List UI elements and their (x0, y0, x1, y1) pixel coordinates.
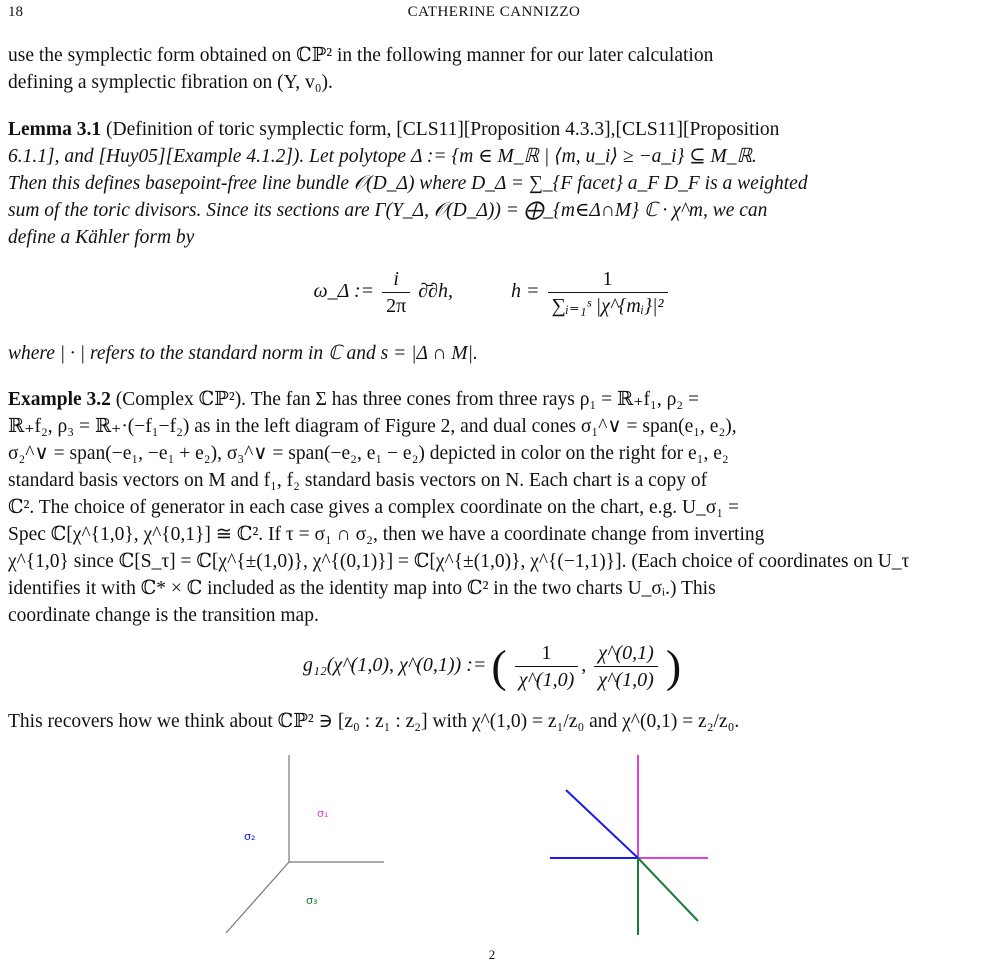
page-header (8, 4, 980, 28)
figure-caption-fragment: 2 (488, 947, 496, 962)
lemma-line-4: sum of the toric divisors. Since its sections are Γ(Y_Δ, 𝒪(D_Δ)) = ⨁_{m∈Δ∩M} ℂ · χ^m, we can (8, 200, 768, 221)
running-title: CATHERINE CANNIZZO (407, 4, 581, 20)
transition-formula: g₁₂(χ^(1,0), χ^(0,1)) := ( $\frac{1}{\chi\^{}(1,0)}$ , $\frac{\chi\^{}(0,1)}{\chi\^{}(1,0)}$ ) (302, 640, 682, 692)
lemma-text-1: (Definition of toric symplectic form, [CLS11][Proposition 4.3.3],[CLS11][Proposition (106, 119, 780, 140)
example-text-1: (Complex ℂℙ²). The fan Σ has three cones from three rays ρ₁ = ℝ₊f₁, ρ₂ = (115, 389, 699, 410)
blue-diagonal (566, 790, 638, 858)
dual-cones-diagram (546, 755, 716, 940)
formula-omega: ω_Δ := (313, 280, 380, 303)
example-line-2: ℝ₊f₂, ρ₃ = ℝ₊·(−f₁−f₂) as in the left diagram of Figure 2, and dual cones σ₁^∨ = span(e₁, e₂), (8, 416, 737, 437)
lemma-formula (8, 266, 976, 319)
lemma-line-1 (8, 116, 976, 143)
intro-line-2: defining a symplectic fibration on (Y, v₀). (8, 72, 333, 93)
lemma-line-2: 6.1.1], and [Huy05][Example 4.1.2]). Let polytope Δ := {m ∈ M_ℝ | ⟨m, u_i⟩ ≥ −a_i} ⊆ M_ℝ. (8, 146, 757, 167)
label-sigma-1: σ₁ (317, 807, 329, 820)
example-line-4: standard basis vectors on M and f₁, f₂ standard basis vectors on N. Each chart is a copy of (8, 470, 708, 491)
lemma-after: where | · | refers to the standard norm in ℂ and s = |Δ ∩ M|. (8, 343, 478, 364)
ray-rho-3 (226, 862, 289, 933)
lemma-title: Lemma 3.1 (8, 119, 102, 140)
formula-dbar: ∂̄∂h, (418, 280, 454, 303)
label-sigma-2: σ₂ (244, 830, 256, 843)
example-line-6: Spec ℂ[χ^{1,0}, χ^{0,1}] ≅ ℂ². If τ = σ₁ ∩ σ₂, then we have a coordinate change from inverting (8, 524, 765, 545)
lemma-line-5: define a Kähler form by (8, 227, 195, 248)
example-title: Example 3.2 (8, 389, 111, 410)
formula-h-frac: $\frac{1}{\text{∑ᵢ₌₁ˢ |χ\textasciicircum{}\{mᵢ\}|²}}$ (548, 266, 668, 319)
intro-line-1: use the symplectic form obtained on ℂℙ² in the following manner for our later calculation (8, 45, 714, 66)
example-line-9: coordinate change is the transition map. (8, 605, 319, 626)
example-line-3: σ₂^∨ = span(−e₁, −e₁ + e₂), σ₃^∨ = span(−e₂, e₁ − e₂) depicted in color on the right for e₁, e₂ (8, 443, 729, 464)
example-line-8: identifies it with ℂ* × ℂ included as the identity map into ℂ² in the two charts U_σᵢ.) This (8, 578, 716, 599)
formula-h: h = (511, 280, 540, 303)
formula-frac: $\frac{i}{2\pi}$ (382, 266, 410, 319)
green-diagonal (638, 858, 698, 921)
label-sigma-3: σ₃ (306, 894, 318, 907)
example-line-7: χ^{1,0} since ℂ[S_τ] = ℂ[χ^{±(1,0)}, χ^{(0,1)}] = ℂ[χ^{±(1,0)}, χ^{(−1,1)}]. (Each choice of coordinates on U_τ (8, 551, 910, 572)
example-line-5: ℂ². The choice of generator in each case gives a complex coordinate on the chart, e.g. U_σ₁ = (8, 497, 739, 518)
lemma-line-3: Then this defines basepoint-free line bundle 𝒪(D_Δ) where D_Δ = ∑_{F facet} a_F D_F is a weighted (8, 173, 808, 194)
example-line-1 (8, 386, 976, 413)
fan-diagram (208, 755, 408, 945)
page-number: 18 (8, 4, 23, 20)
formula-g12: g₁₂(χ^(1,0), χ^(0,1)) := (302, 654, 487, 677)
example-conclusion: This recovers how we think about ℂℙ² ∋ [z₀ : z₁ : z₂] with χ^(1,0) = z₁/z₀ and χ^(0,1) = z₂/z₀. (8, 711, 740, 732)
paper-page (8, 0, 980, 975)
